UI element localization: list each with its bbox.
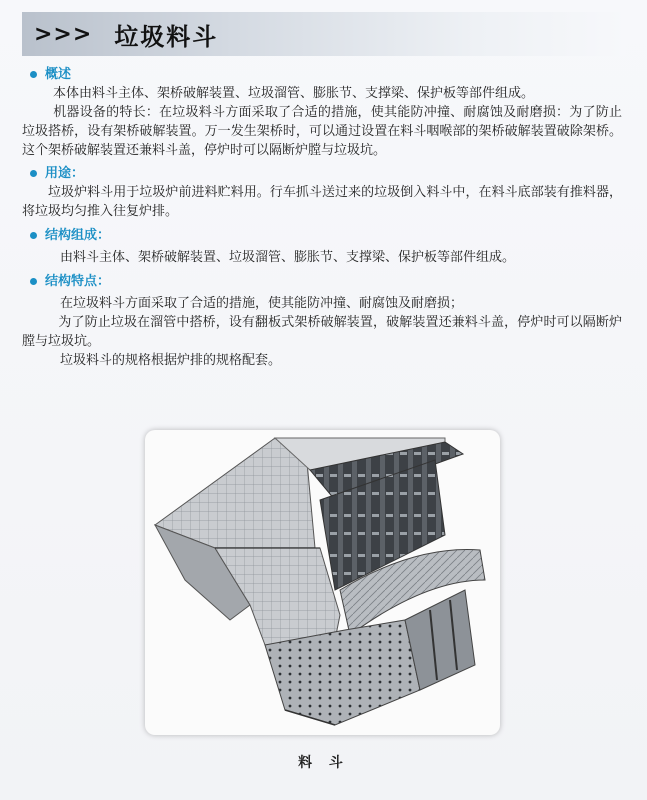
features-paragraph-2: 为了防止垃圾在溜管中搭桥，设有翻板式架桥破解装置，破解装置还兼料斗盖，停炉时可以隔断炉膛与垃圾坑。 (22, 315, 622, 349)
section-heading-features (22, 271, 622, 291)
hopper-figure (145, 430, 500, 735)
figure-caption: 料 斗 (298, 755, 349, 771)
section-heading-composition (22, 225, 622, 245)
composition-paragraph: 由料斗主体、架桥破解装置、垃圾溜管、膨胀节、支撑梁、保护板等部件组成。 (60, 250, 516, 265)
section-heading-label: 结构特点： (45, 273, 111, 289)
usage-paragraph: 垃圾炉料斗用于垃圾炉前进料贮料用。行车抓斗送过来的垃圾倒入料斗中，在料斗底部装有推料器，将垃圾均匀推入往复炉排。 (22, 185, 622, 219)
hopper-illustration-icon (145, 430, 500, 735)
section-heading-label: 概述 (45, 66, 72, 82)
section-heading-label: 用途： (45, 165, 85, 181)
bullet-dot-icon (30, 232, 37, 239)
bullet-dot-icon (30, 278, 37, 285)
features-paragraph-3: 垃圾料斗的规格根据炉排的规格配套。 (60, 353, 282, 368)
features-paragraph-1: 在垃圾料斗方面采取了合适的措施，使其能防冲撞、耐腐蚀及耐磨损； (60, 296, 464, 311)
bullet-dot-icon (30, 71, 37, 78)
overview-paragraph-1: 本体由料斗主体、架桥破解装置、垃圾溜管、膨胀节、支撑梁、保护板等部件组成。 (53, 86, 535, 101)
header-arrows: >>> (34, 21, 93, 47)
overview-paragraph-2: 机器设备的特长：在垃圾料斗方面采取了合适的措施，使其能防冲撞、耐腐蚀及耐磨损：为了防止垃圾搭桥，设有架桥破解装置。万一发生架桥时，可以通过设置在料斗咽喉部的架桥破解装置破除架桥。这个架桥破解装置还兼料斗盖，停炉时可以隔断炉膛与垃圾坑。 (22, 105, 622, 158)
content-body (22, 62, 622, 370)
section-heading-label: 结构组成： (45, 227, 111, 243)
section-heading-usage (22, 163, 622, 183)
page-title: 垃圾料斗 (114, 22, 219, 51)
section-heading-overview (22, 64, 622, 84)
bullet-dot-icon (30, 170, 37, 177)
page-header (22, 12, 626, 56)
